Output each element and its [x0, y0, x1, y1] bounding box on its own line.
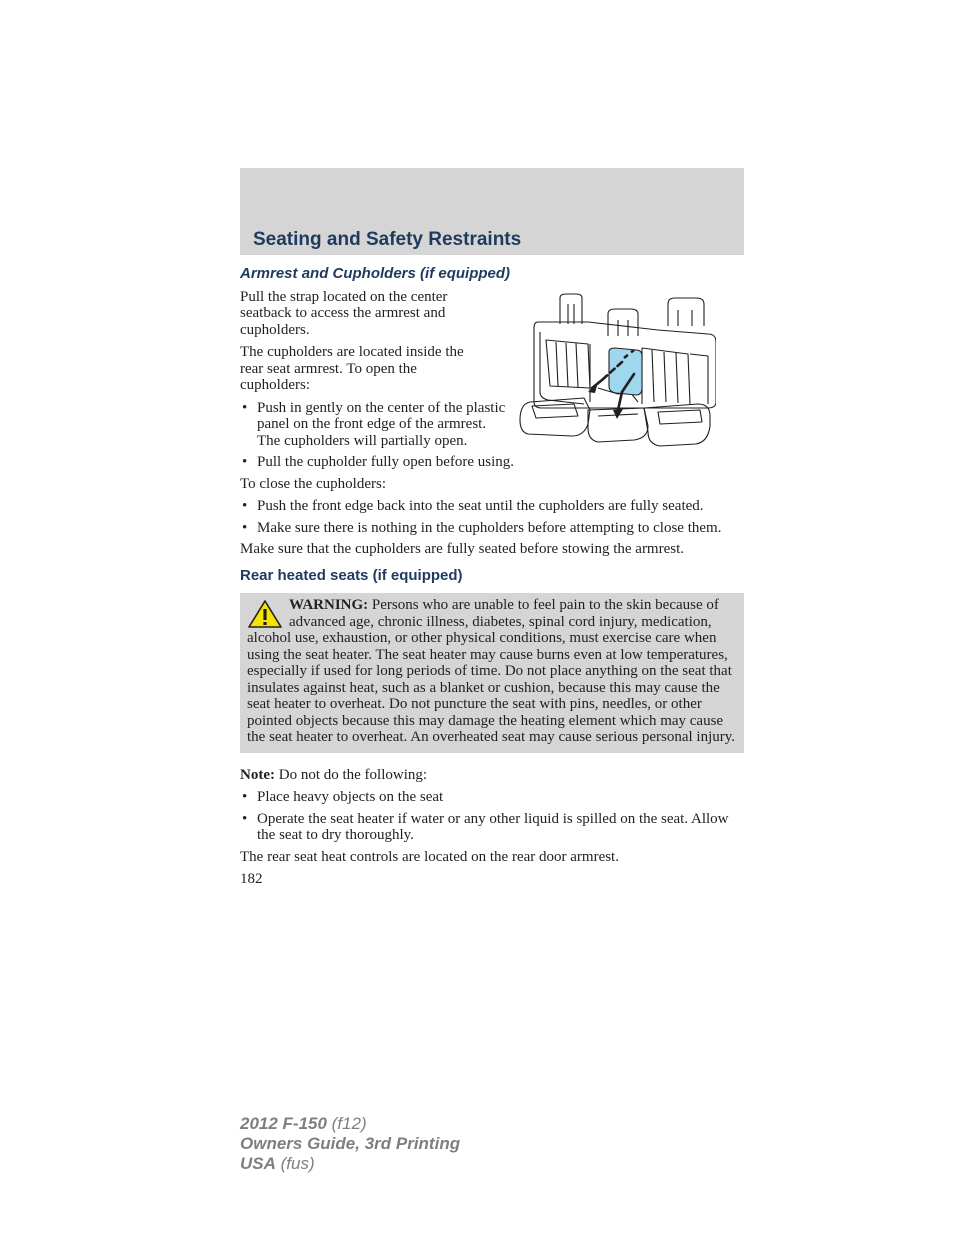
heated-seat-donts-list	[240, 789, 744, 844]
note-label: Note:	[240, 766, 275, 783]
list-item: • Push in gently on the center of the plastic panel on the front edge of the armrest. The cupholders will partially open.	[240, 400, 507, 450]
armrest-heading: Armrest and Cupholders (if equipped)	[240, 265, 511, 282]
close-intro: To close the cupholders:	[240, 475, 386, 492]
warning-text	[247, 597, 735, 745]
document-footer	[240, 1114, 460, 1174]
footer-line-2: Owners Guide, 3rd Printing	[240, 1134, 461, 1153]
warning-triangle-icon	[247, 599, 283, 629]
list-item: • Place heavy objects on the seat	[240, 789, 744, 806]
footer-model: 2012 F-150	[240, 1114, 327, 1133]
open-cupholders-list	[240, 400, 744, 471]
footer-line-1	[240, 1114, 460, 1134]
footer-market-code: (fus)	[275, 1154, 315, 1173]
footer-line-3	[240, 1154, 460, 1174]
list-item: • Make sure there is nothing in the cupholders before attempting to close them.	[240, 520, 744, 537]
section-title: Seating and Safety Restraints	[253, 229, 522, 250]
heated-seats-heading: Rear heated seats (if equipped)	[240, 566, 463, 584]
footer-model-code: (f12)	[326, 1114, 367, 1133]
footer-market: USA	[240, 1154, 276, 1173]
list-item: • Pull the cupholder fully open before using.	[240, 454, 744, 471]
heat-controls-paragraph: The rear seat heat controls are located on the rear door armrest.	[240, 848, 619, 865]
note-text: Do not do the following:	[274, 766, 428, 783]
armrest-final-paragraph: Make sure that the cupholders are fully seated before stowing the armrest.	[240, 541, 685, 557]
section-header-band	[240, 168, 744, 255]
armrest-paragraph-1: Pull the strap located on the center seatback to access the armrest and cupholders.	[240, 288, 448, 338]
list-item: • Operate the seat heater if water or any other liquid is spilled on the seat. Allow the seat to dry thoroughly.	[240, 811, 744, 844]
warning-body: Persons who are unable to feel pain to the skin because of advanced age, chronic illness, diabetes, spinal cord injury, medication, alcohol use, exhaustion, or other physical conditions, must exercise care when using the seat heater. The seat heater may cause burns even at low temperatures, especially if used for long periods of time. Do not place anything on the seat that insulates against heat, such as a blanket or cushion, because this may cause the seat heater to overheat. Do not puncture the seat with pins, needles, or other pointed objects because this may damage the heating element which may cause the seat heater to overheat. An overheated seat may cause serious personal injury.	[247, 597, 736, 745]
warning-label: WARNING:	[289, 597, 369, 613]
page-content	[240, 266, 744, 888]
list-item: • Push the front edge back into the seat until the cupholders are fully seated.	[240, 498, 744, 515]
warning-box	[240, 593, 744, 753]
note-paragraph	[240, 767, 744, 784]
close-cupholders-list	[240, 498, 744, 536]
armrest-paragraph-2: The cupholders are located inside the rear seat armrest. To open the cupholders:	[240, 344, 464, 393]
page-number: 182	[240, 871, 263, 887]
